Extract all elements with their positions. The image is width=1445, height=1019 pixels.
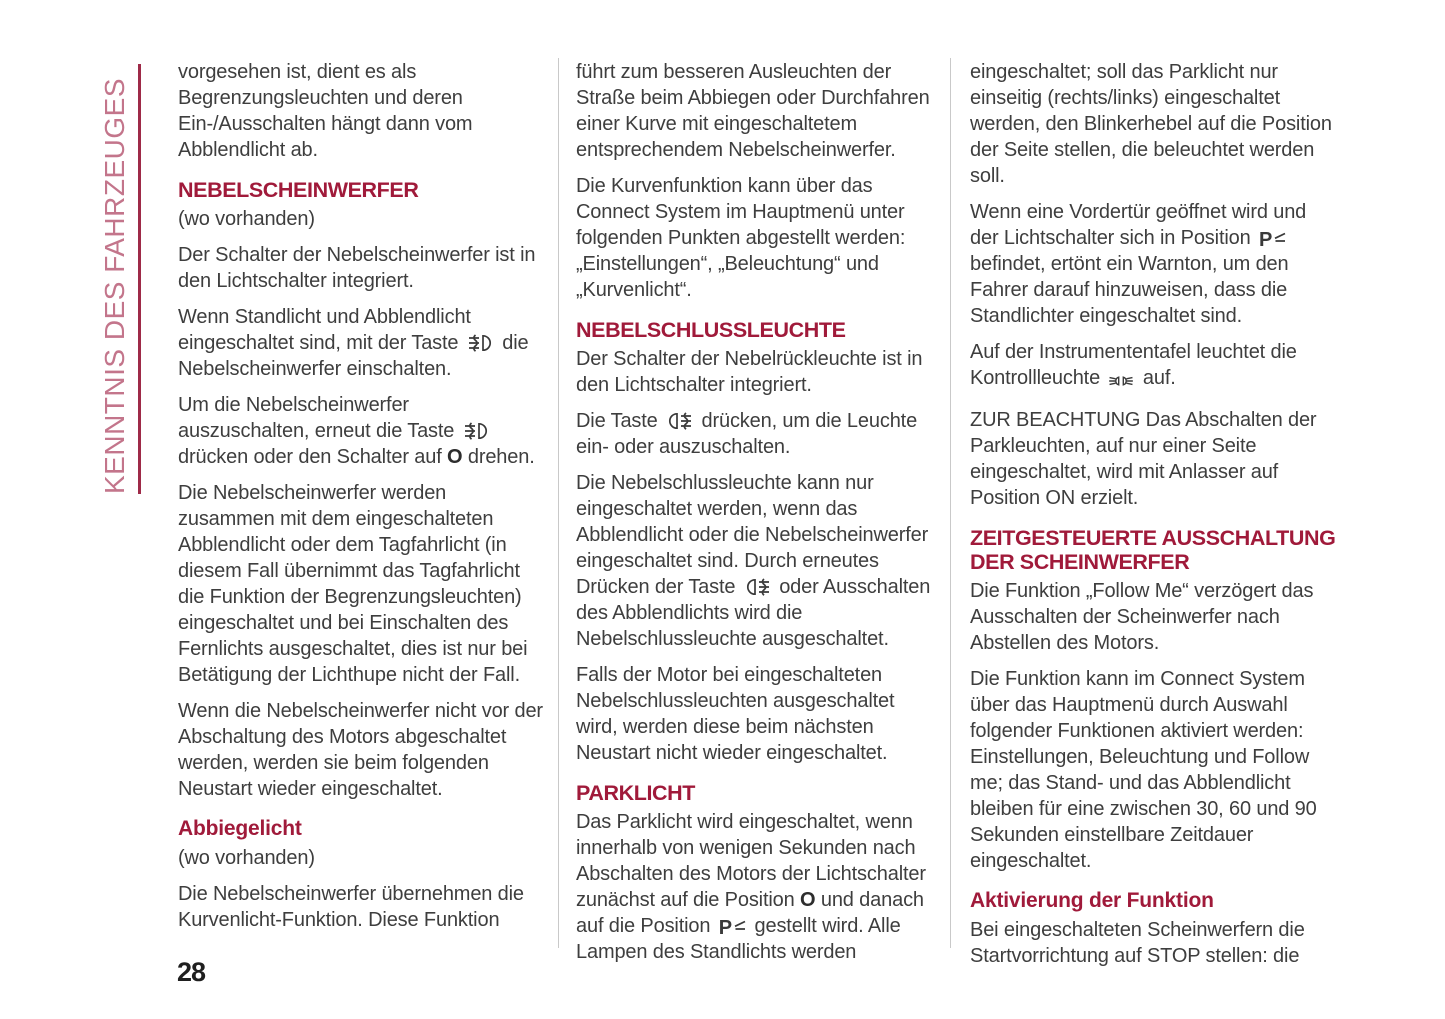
paragraph: Wenn die Nebelscheinwerfer nicht vor der Abschaltung des Motors abgeschaltet werden, werden sie beim folgenden Neustart wieder eingeschaltet. [178, 700, 543, 800]
paragraph: vorgesehen ist, dient es als Begrenzungsleuchten und deren Ein-/Ausschalten hängt dann vom Abblendlicht ab. [178, 61, 473, 161]
paragraph: Wenn eine Vordertür geöffnet wird und der Lichtschalter sich in Position P befindet, ertönt ein Warnton, um den Fahrer darauf hinzuweisen, dass die Standlichter eingeschaltet sind. [970, 201, 1307, 327]
paragraph: Die Nebelschlussleuchte kann nur eingeschaltet werden, wenn das Abblendlicht oder die Nebelscheinwerfer eingeschaltet sind. Durch erneutes Drücken der Taste oder Ausschalten des Abblendlichts wird die Nebelschlussleuchte ausgeschaltet. [576, 472, 931, 650]
paragraph: Die Nebelscheinwerfer werden zusammen mit dem eingeschalteten Abblendlicht oder dem Tagfahrlicht (in diesem Fall übernimmt das Tagfahrlicht die Funktion der Begrenzungsleuchten) eingeschaltet und bei Einschalten des Fernlichts ausgeschaltet, dies ist nur bei Betätigung der Lichthupe nicht der Fall. [178, 482, 528, 686]
page-number: 28 [177, 957, 206, 987]
sub-heading: Aktivierung der Funktion [970, 889, 1214, 912]
paragraph: Das Parklicht wird eingeschaltet, wenn innerhalb von wenigen Sekunden nach Abschalten des Motors der Lichtschalter zunächst auf die Position O und danach auf die Position P gestellt wird. Alle Lampen des Standlichts werden [576, 811, 926, 963]
column-divider [558, 58, 559, 948]
section-heading: PARKLICHT [576, 781, 696, 805]
paragraph: führt zum besseren Ausleuchten der Straße beim Abbiegen oder Durchfahren einer Kurve mit eingeschaltetem entsprechendem Nebelscheinwerfer. [576, 61, 930, 161]
column-divider [950, 58, 951, 948]
paragraph: Die Taste drücken, um die Leuchte ein- oder auszuschalten. [576, 410, 918, 458]
paragraph: Falls der Motor bei eingeschalteten Nebelschlussleuchten ausgeschaltet wird, werden diese beim nächsten Neustart nicht wieder eingeschaltet. [576, 664, 895, 764]
sidebar-rule [138, 64, 141, 494]
front-fog-light-icon [463, 422, 490, 440]
section-heading: NEBELSCHEINWERFER [178, 178, 419, 202]
text-column-middle [576, 59, 936, 975]
paragraph: Die Funktion kann im Connect System über das Hauptmenü durch Auswahl folgender Funktionen aktiviert werden: Einstellungen, Beleuchtung und Follow me; das Stand- und das Abblendlicht bleiben für eine zwischen 30, 60 und 90 Sekunden einstellbare Zeitdauer eingeschaltet. [970, 668, 1317, 872]
paragraph: (wo vorhanden) [178, 208, 315, 230]
parking-lights-indicator-icon [1108, 375, 1134, 387]
paragraph: Bei eingeschalteten Scheinwerfern die Startvorrichtung auf STOP stellen: die [970, 919, 1305, 967]
section-heading: NEBELSCHLUSSLEUCHTE [576, 318, 846, 342]
paragraph: Um die Nebelscheinwerfer auszuschalten, erneut die Taste drücken oder den Schalter auf O drehen. [178, 394, 535, 468]
paragraph: Die Funktion „Follow Me“ verzögert das Ausschalten der Scheinwerfer nach Abstellen des Motors. [970, 580, 1314, 654]
rear-fog-light-icon [744, 578, 771, 596]
chapter-title-vertical: KENNTNIS DES FAHRZEUGES [99, 77, 130, 494]
paragraph: Die Kurvenfunktion kann über das Connect System im Hauptmenü unter folgenden Punkten abgestellt werden: „Einstellungen“, „Beleuchtung“ und „Kurvenlicht“. [576, 175, 906, 301]
paragraph: Auf der Instrumententafel leuchtet die Kontrollleuchte auf. [970, 341, 1297, 389]
paragraph: eingeschaltet; soll das Parklicht nur einseitig (rechts/links) eingeschaltet werden, den Blinkerhebel auf die Position der Seite stellen, die beleuchtet werden soll. [970, 61, 1332, 187]
paragraph: Der Schalter der Nebelrückleuchte ist in den Lichtschalter integriert. [576, 348, 923, 396]
parking-light-switch-position-icon: P [719, 919, 746, 937]
section-heading: ZEITGESTEUERTE AUSSCHALTUNG DER SCHEINWERFER [970, 526, 1336, 574]
text-column-left [178, 59, 544, 943]
front-fog-light-icon [467, 334, 494, 352]
parking-light-switch-position-icon: P [1259, 231, 1286, 249]
paragraph: (wo vorhanden) [178, 847, 315, 869]
paragraph: Die Nebelscheinwerfer übernehmen die Kurvenlicht-Funktion. Diese Funktion [178, 883, 524, 931]
rear-fog-light-icon [666, 412, 693, 430]
paragraph: Wenn Standlicht und Abblendlicht eingeschaltet sind, mit der Taste die Nebelscheinwerfer einschalten. [178, 306, 529, 380]
chapter-sidebar [100, 64, 141, 494]
text-column-right [970, 59, 1338, 979]
paragraph: Der Schalter der Nebelscheinwerfer ist in den Lichtschalter integriert. [178, 244, 536, 292]
note-paragraph: ZUR BEACHTUNG Das Abschalten der Parkleuchten, auf nur einer Seite eingeschaltet, wird mit Anlasser auf Position ON erzielt. [970, 409, 1317, 509]
sub-heading: Abbiegelicht [178, 817, 302, 840]
